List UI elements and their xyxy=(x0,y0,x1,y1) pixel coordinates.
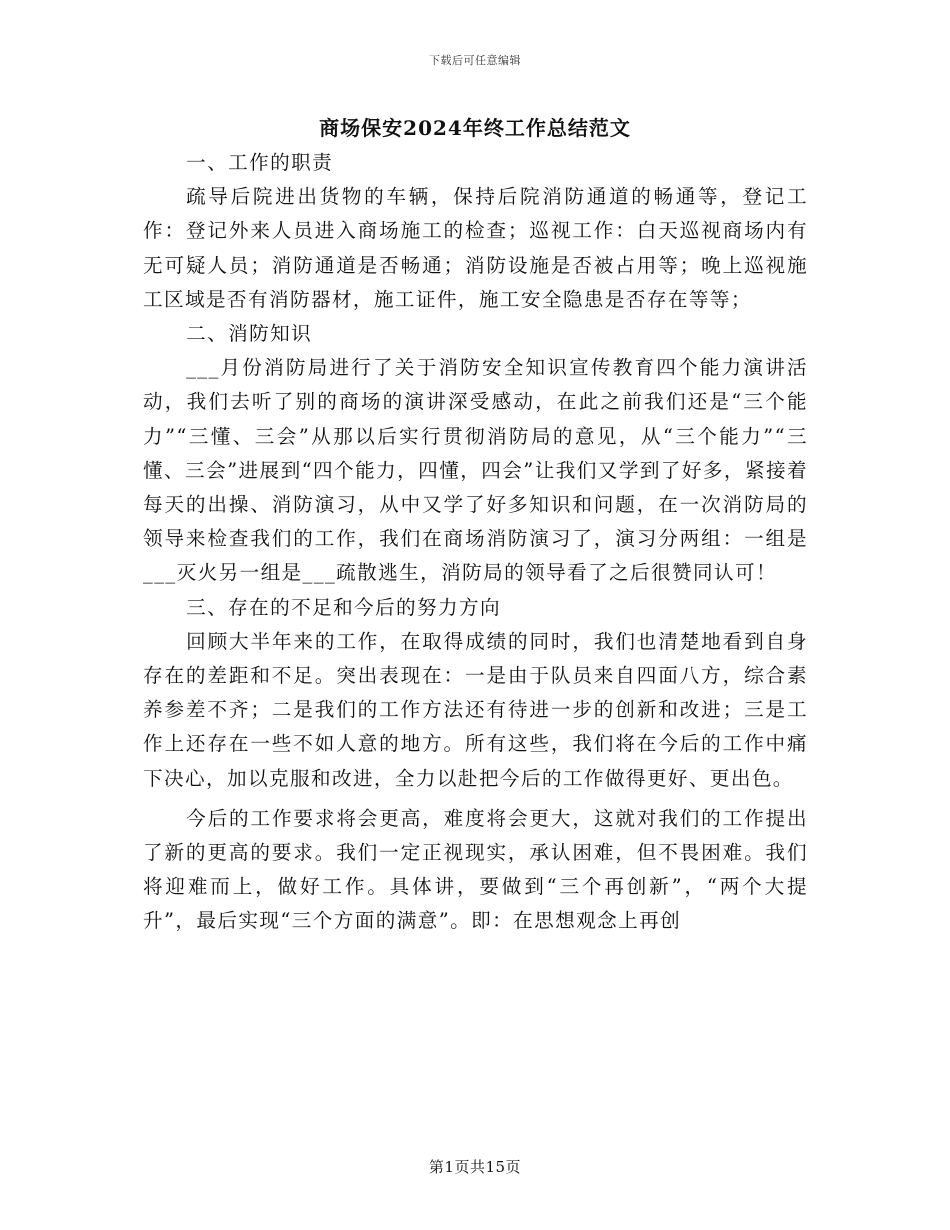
paragraph-duties: 疏导后院进出货物的车辆，保持后院消防通道的畅通等，登记工作：登记外来人员进入商场施工的检查；巡视工作：白天巡视商场内有无可疑人员；消防通道是否畅通；消防设施是否被占用等；晚上巡视施工区域是否有消防器材，施工证件，施工安全隐患是否存在等等； xyxy=(143,185,808,311)
document-body xyxy=(143,146,808,939)
paragraph-shortcomings: 回顾大半年来的工作，在取得成绩的同时，我们也清楚地看到自身存在的差距和不足。突出表现在：一是由于队员来自四面八方，综合素养参差不齐；二是我们的工作方法还有待进一步的创新和改进；三是工作上还存在一些不如人意的地方。所有这些，我们将在今后的工作中痛下决心，加以克服和改进，全力以赴把今后的工作做得更好、更出色。 xyxy=(143,629,808,790)
paragraph-fire-knowledge: ___月份消防局进行了关于消防安全知识宣传教育四个能力演讲活动，我们去听了别的商场的演讲深受感动，在此之前我们还是“三个能力”“三懂、三会”从那以后实行贯彻消防局的意见，从“三个能力”“三懂、三会”进展到“四个能力，四懂，四会”让我们又学到了好多，紧接着每天的出操、消防演习，从中又学了好多知识和问题，在一次消防局的领导来检查我们的工作，我们在商场消防演习了，演习分两组：一组是___灭火另一组是___疏散逃生，消防局的领导看了之后很赞同认可！ xyxy=(143,356,808,585)
section-heading-duties: 一、工作的职责 xyxy=(186,151,334,174)
document-title: 商场保安2024年终工作总结范文 xyxy=(319,116,631,140)
paragraph-future-requirements: 今后的工作要求将会更高，难度将会更大，这就对我们的工作提出了新的更高的要求。我们一定正视现实，承认困难，但不畏困难。我们将迎难而上，做好工作。具体讲，要做到“三个再创新”，“两个大提升”，最后实现“三个方面的满意”。即：在思想观念上再创 xyxy=(143,806,808,933)
section-heading-shortcomings: 三、存在的不足和今后的努力方向 xyxy=(186,595,502,619)
header-note: 下载后可任意编辑 xyxy=(429,54,521,67)
page-number: 第1页共15页 xyxy=(428,1158,522,1176)
section-heading-fire-knowledge: 二、消防知识 xyxy=(186,322,313,346)
